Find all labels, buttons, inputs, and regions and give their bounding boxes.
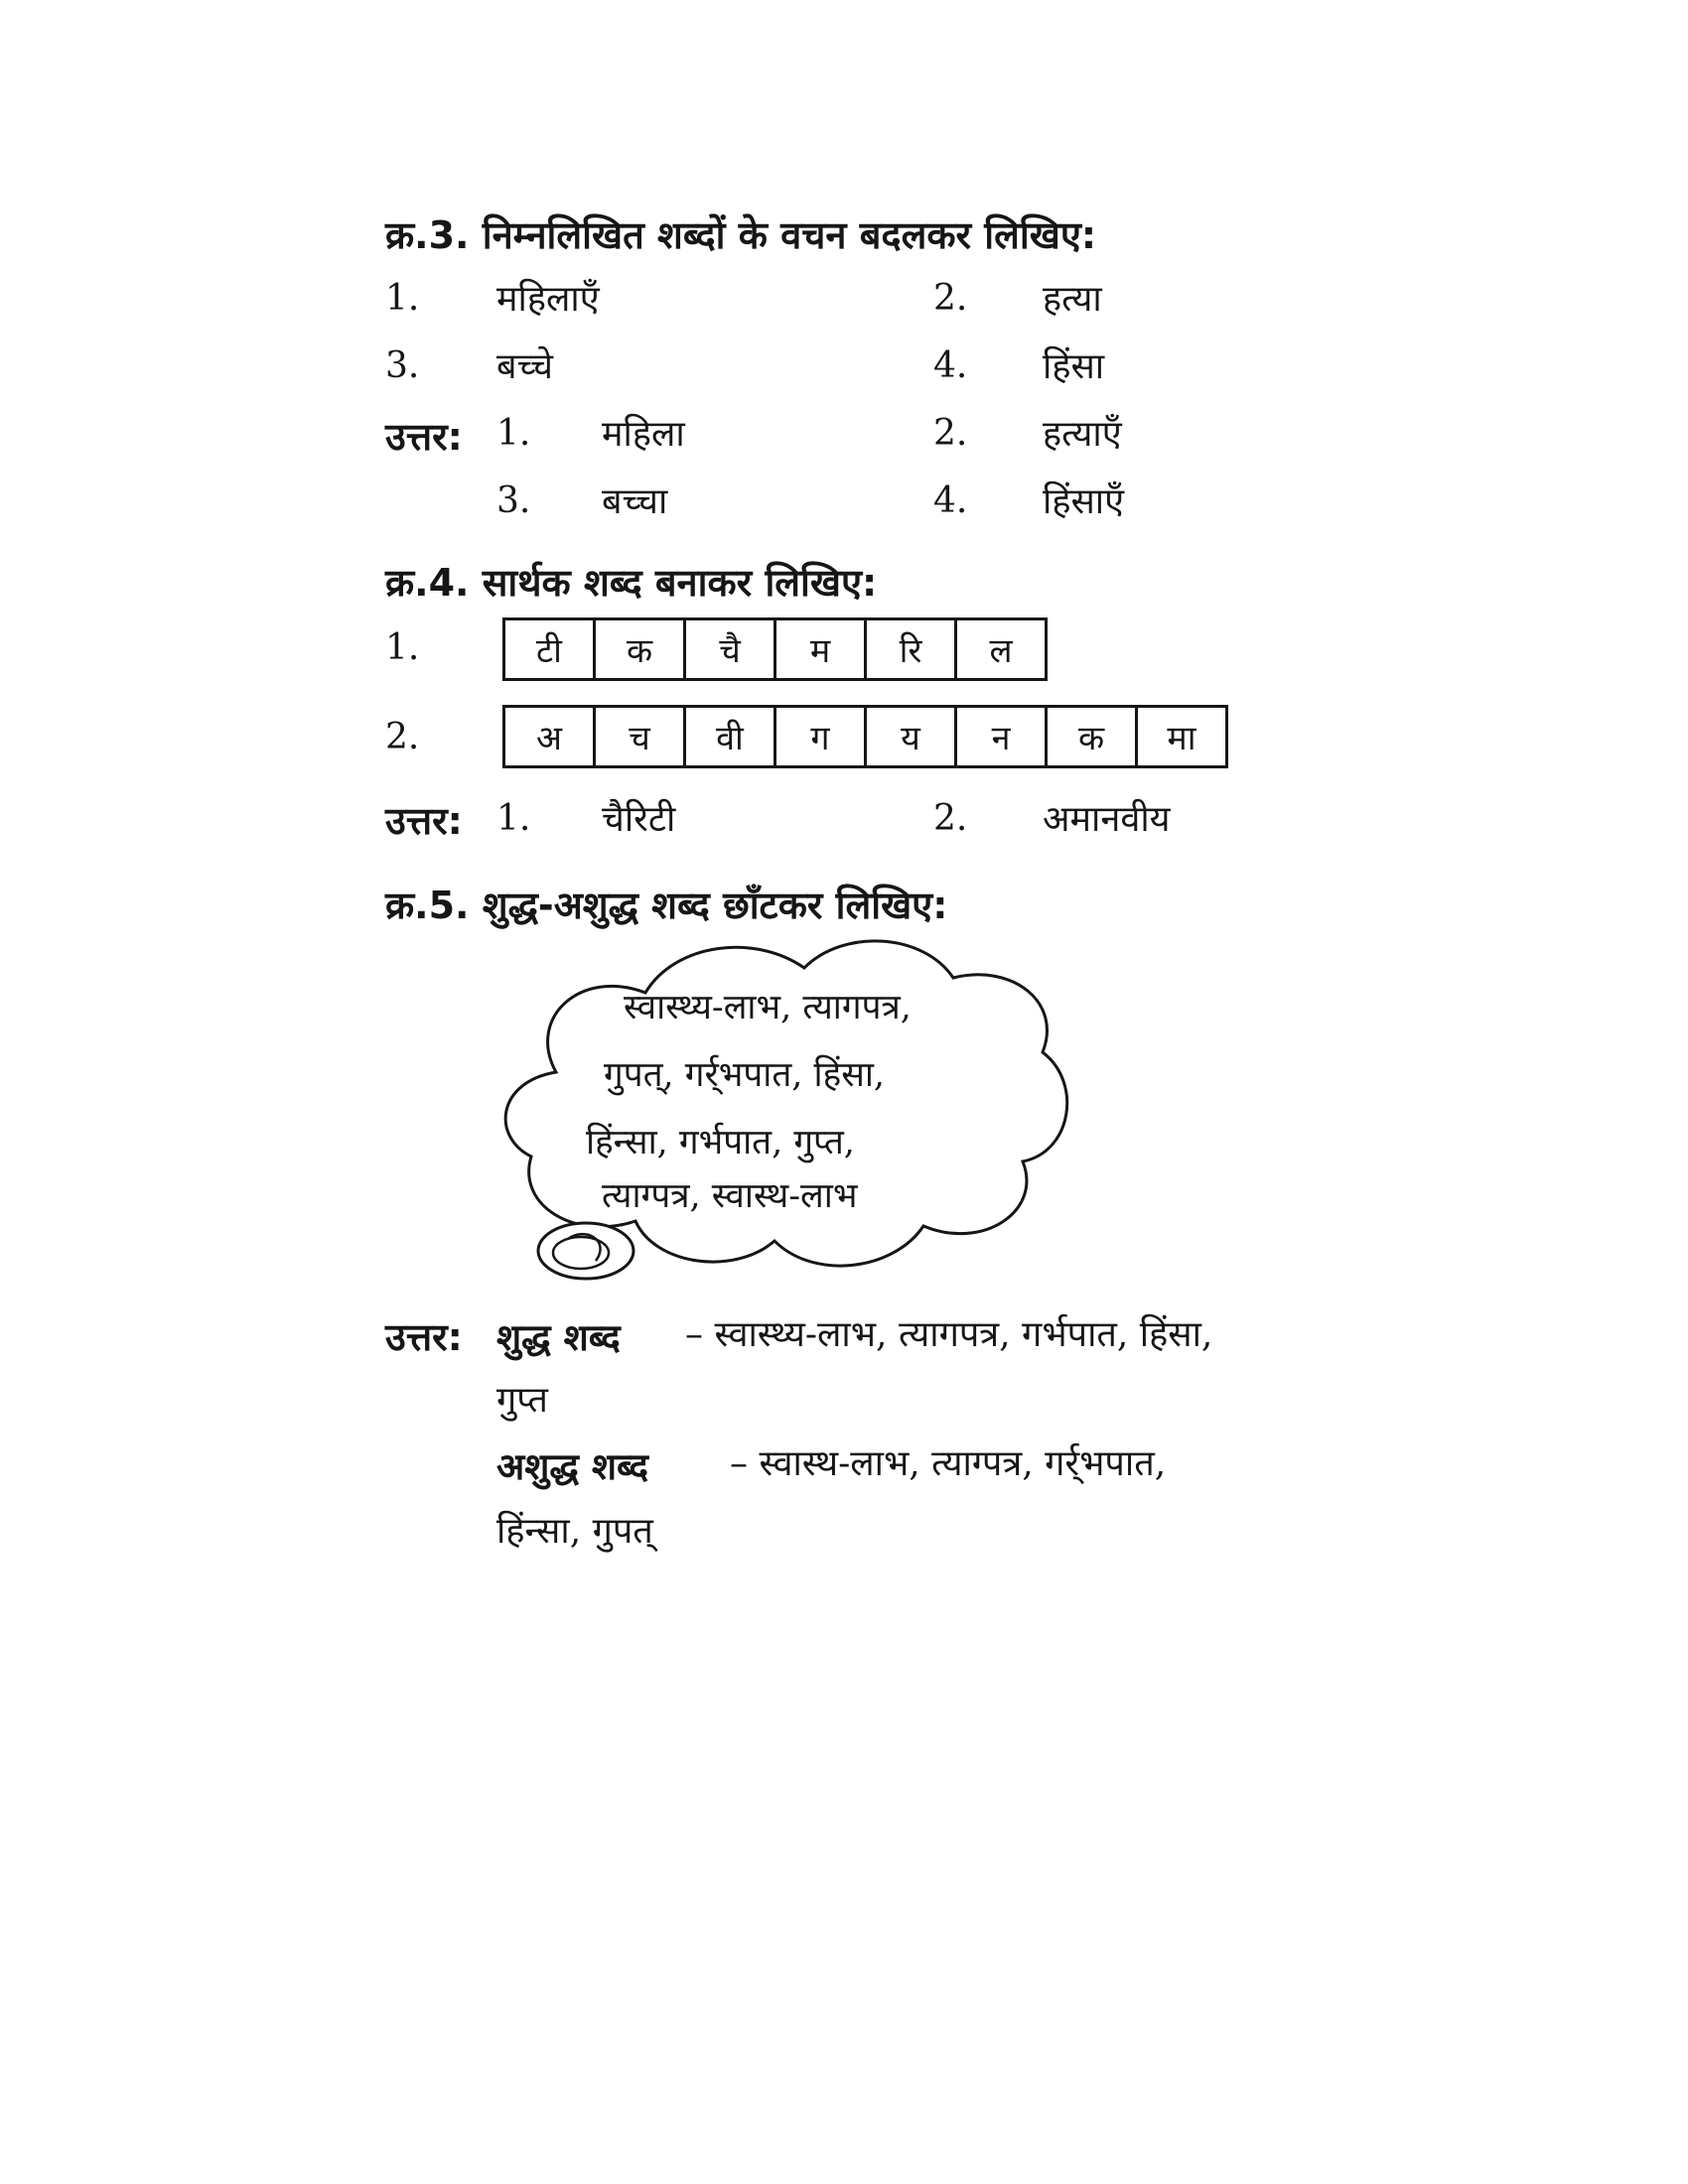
q3-answer-2-word: हत्याएँ — [1043, 414, 1122, 455]
letter-cell: क — [1048, 708, 1138, 765]
incorrect-label: अशुद्ध शब्द — [496, 1445, 649, 1488]
q3-heading: क्र.3. निम्नलिखित शब्दों के वचन बदलकर लिखिए: — [385, 213, 1097, 257]
q4-answer-1-word: चैरिटी — [602, 799, 676, 840]
letter-cell: य — [867, 708, 957, 765]
q3-item-4-word: हिंसा — [1043, 346, 1105, 387]
q4-row-2-num: 2. — [385, 717, 420, 757]
q5-heading: क्र.5. शुद्ध-अशुद्ध शब्द छाँटकर लिखिए: — [385, 884, 948, 927]
q3-answer-4-num: 4. — [933, 480, 968, 521]
q3-answer-3-word: बच्चा — [602, 481, 668, 522]
q3-answer-1-num: 1. — [496, 413, 531, 454]
q3-answer-1-word: महिला — [602, 414, 685, 455]
q3-answer-4-word: हिंसाएँ — [1043, 481, 1125, 522]
letter-cell: चै — [686, 620, 776, 678]
letter-cell: मा — [1167, 719, 1196, 758]
q3-item-4-num: 4. — [933, 345, 968, 386]
q3-answer-2-num: 2. — [933, 413, 968, 454]
q3-answer-3-num: 3. — [496, 480, 531, 521]
letter-cell: टी — [505, 620, 596, 678]
q3-item-3-num: 3. — [385, 345, 420, 386]
cloud-line-4: त्याग्पत्र, स्वास्थ-लाभ — [602, 1176, 858, 1216]
cloud-line-3: हिंन्सा, गर्भपात, गुप्त, — [586, 1123, 855, 1162]
q3-item-1-num: 1. — [385, 278, 420, 319]
q3-item-2-word: हत्या — [1043, 279, 1102, 320]
q5-answer-label: उत्तर: — [385, 1315, 463, 1359]
letter-cell: ग — [776, 708, 867, 765]
q3-answer-label: उत्तर: — [385, 415, 463, 459]
q4-heading: क्र.4. सार्थक शब्द बनाकर लिखिए: — [385, 561, 878, 605]
q4-answer-2-num: 2. — [933, 798, 968, 839]
incorrect-words-line1: – स्वास्थ-लाभ, त्याग्पत्र, गर्र्भपात, — [730, 1443, 1167, 1484]
letter-cell: च — [596, 708, 686, 765]
q4-letter-grid-2 — [502, 705, 1228, 768]
q3-item-3-word: बच्चे — [496, 346, 553, 387]
letter-cell: अ — [505, 708, 596, 765]
cloud-line-2: गुपत्, गर्र्भपात, हिंसा, — [604, 1055, 886, 1095]
q4-answer-label: उत्तर: — [385, 799, 463, 843]
cloud-line-1: स्वास्थ्य-लाभ, त्यागपत्र, — [624, 988, 912, 1027]
letter-cell: क — [596, 620, 686, 678]
q4-answer-1-num: 1. — [496, 798, 531, 839]
letter-cell: ल — [989, 631, 1013, 671]
letter-cell: न — [957, 708, 1048, 765]
q4-letter-grid-1 — [502, 617, 1048, 681]
letter-cell: रि — [867, 620, 957, 678]
q3-item-1-word: महिलाएँ — [496, 279, 600, 320]
letter-cell: वी — [686, 708, 776, 765]
thought-cloud-icon — [487, 923, 1082, 1300]
q4-answer-2-word: अमानवीय — [1043, 799, 1171, 840]
q3-item-2-num: 2. — [933, 278, 968, 319]
letter-cell: म — [776, 620, 867, 678]
correct-label: शुद्ध शब्द — [496, 1316, 621, 1359]
incorrect-words-line2: हिंन्सा, गुपत् — [496, 1511, 653, 1552]
correct-words-line1: – स्वास्थ्य-लाभ, त्यागपत्र, गर्भपात, हिंसा, — [685, 1314, 1213, 1355]
q4-row-1-num: 1. — [385, 627, 420, 668]
correct-words-line2: गुप्त — [496, 1380, 548, 1421]
